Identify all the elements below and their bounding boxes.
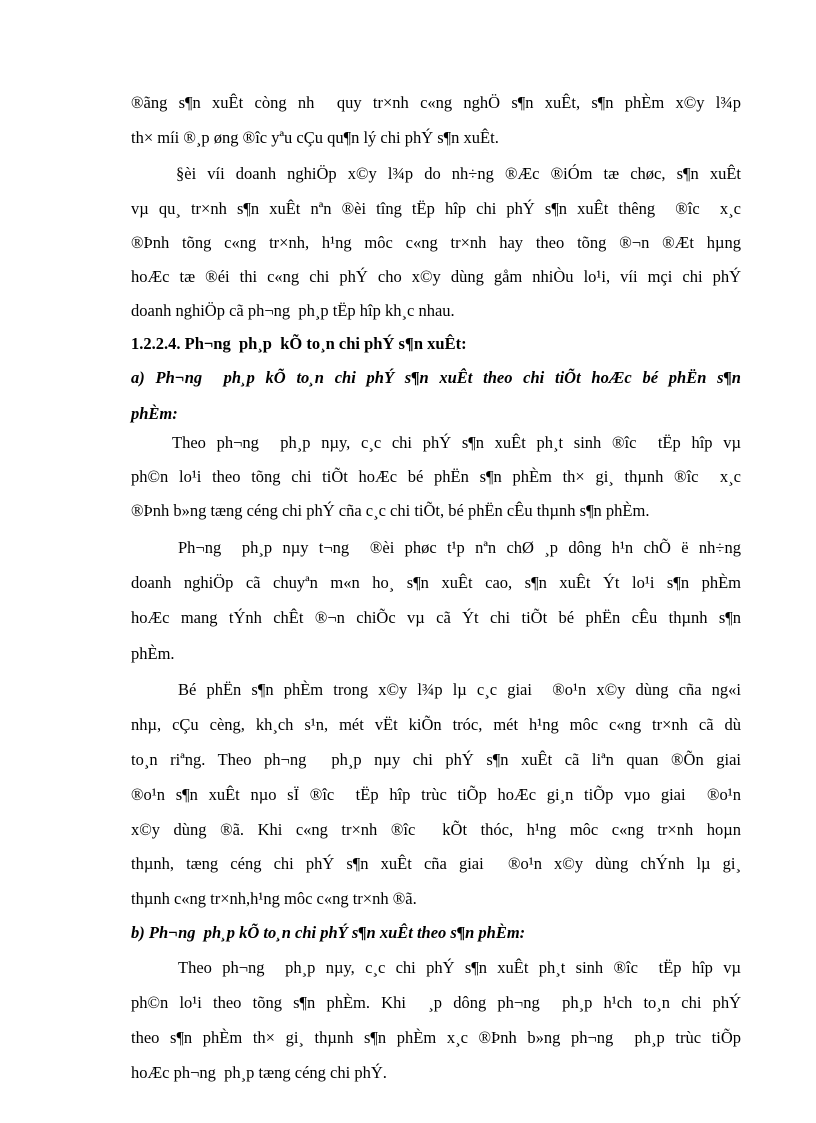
paragraph-line: to¸n riªng. Theo ph¬ng ph¸p nµy chi phÝ s¶n xuÊt cã liªn quan ®Õn giai: [131, 750, 741, 769]
paragraph-line: phÈm.: [131, 644, 175, 663]
paragraph-line: hoÆc ph¬ng ph¸p tæng céng chi phÝ.: [131, 1063, 387, 1082]
subsection-heading: a) Ph¬ng ph¸p kÕ to¸n chi phÝ s¶n xuÊt theo chi tiÕt hoÆc bé phËn s¶n: [131, 368, 741, 387]
subsection-heading: phÈm:: [131, 404, 178, 423]
paragraph-line: doanh nghiÖp cã ph¬ng ph¸p tËp hîp kh¸c nhau.: [131, 301, 455, 320]
paragraph-line: nhµ, cÇu cèng, kh¸ch s¹n, mét vËt kiÕn tróc, mét h¹ng môc c«ng tr×nh cã dù: [131, 715, 741, 734]
paragraph-line: ®Þnh b»ng tæng céng chi phÝ cña c¸c chi tiÕt, bé phËn cÊu thµnh s¶n phÈm.: [131, 501, 650, 520]
paragraph-line: Bé phËn s¶n phÈm trong x©y l¾p lµ c¸c giai ®o¹n x©y dùng cña ng«i: [178, 680, 741, 699]
paragraph-line: ®ãng s¶n xuÊt còng nh quy tr×nh c«ng nghÖ s¶n xuÊt, s¶n phÈm x©y l¾p: [131, 93, 741, 112]
paragraph-line: hoÆc tæ ®éi thi c«ng chi phÝ cho x©y dùng gåm nhiÒu lo¹i, víi mçi chi phÝ: [131, 267, 741, 286]
paragraph-line: thµnh, tæng céng chi phÝ s¶n xuÊt cña giai ®o¹n x©y dùng chÝnh lµ gi¸: [131, 854, 741, 873]
paragraph-line: §èi víi doanh nghiÖp x©y l¾p do nh÷ng ®Æc ®iÓm tæ chøc, s¶n xuÊt: [176, 164, 741, 183]
paragraph-line: theo s¶n phÈm th× gi¸ thµnh s¶n phÈm x¸c ®Þnh b»ng ph¬ng ph¸p trùc tiÕp: [131, 1028, 741, 1047]
section-heading: 1.2.2.4. Ph¬ng ph¸p kÕ to¸n chi phÝ s¶n xuÊt:: [131, 334, 467, 353]
paragraph-line: Theo ph¬ng ph¸p nµy, c¸c chi phÝ s¶n xuÊt ph¸t sinh ®îc tËp hîp vµ: [178, 958, 741, 977]
paragraph-line: vµ qu¸ tr×nh s¶n xuÊt nªn ®èi tîng tËp hîp chi phÝ s¶n xuÊt thêng ®îc x¸c: [131, 199, 741, 218]
paragraph-line: ®Þnh tõng c«ng tr×nh, h¹ng môc c«ng tr×nh hay theo tõng ®¬n ®Æt hµng: [131, 233, 741, 252]
paragraph-line: doanh nghiÖp cã chuyªn m«n ho¸ s¶n xuÊt cao, s¶n xuÊt Ýt lo¹i s¶n phÈm: [131, 573, 741, 592]
paragraph-line: ph©n lo¹i theo tõng chi tiÕt hoÆc bé phËn s¶n phÈm th× gi¸ thµnh ®îc x¸c: [131, 467, 741, 486]
paragraph-line: Ph¬ng ph¸p nµy t¬ng ®èi phøc t¹p nªn chØ ¸p dông h¹n chÕ ë nh÷ng: [178, 538, 741, 557]
subsection-heading: b) Ph¬ng ph¸p kÕ to¸n chi phÝ s¶n xuÊt theo s¶n phÈm:: [131, 923, 526, 942]
paragraph-line: Theo ph¬ng ph¸p nµy, c¸c chi phÝ s¶n xuÊt ph¸t sinh ®îc tËp hîp vµ: [172, 433, 741, 452]
paragraph-line: x©y dùng ®ã. Khi c«ng tr×nh ®îc kÕt thóc, h¹ng môc c«ng tr×nh hoµn: [131, 820, 741, 839]
paragraph-line: ®o¹n s¶n xuÊt nµo sÏ ®îc tËp hîp trùc tiÕp hoÆc gi¸n tiÕp vµo giai ®o¹n: [131, 785, 741, 804]
paragraph-line: hoÆc mang tÝnh chÊt ®¬n chiÕc vµ cã Ýt chi tiÕt bé phËn cÊu thµnh s¶n: [131, 608, 741, 627]
paragraph-line: th× míi ®¸p øng ®îc yªu cÇu qu¶n lý chi phÝ s¶n xuÊt.: [131, 128, 499, 147]
paragraph-line: ph©n lo¹i theo tõng s¶n phÈm. Khi ¸p dông ph¬ng ph¸p h¹ch to¸n chi phÝ: [131, 993, 741, 1012]
paragraph-line: thµnh c«ng tr×nh,h¹ng môc c«ng tr×nh ®ã.: [131, 889, 417, 908]
